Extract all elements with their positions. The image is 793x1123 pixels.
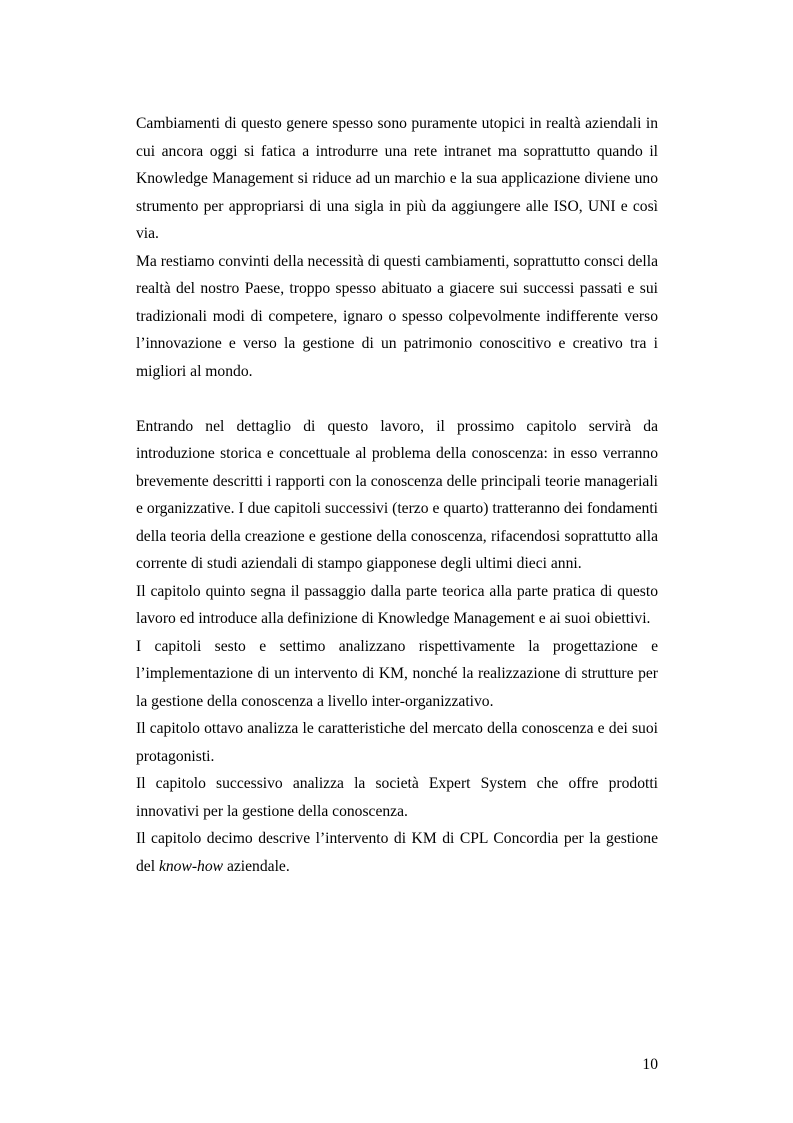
paragraph-2: Ma restiamo convinti della necessità di questi cambiamenti, soprattutto consci della realtà del nostro Paese, troppo spesso abituato a giacere sui successi passati e sui tradizionali modi di competere, ignaro o spesso colpevolmente indifferente verso l’innovazione e verso la gestione di un patrimonio conoscitivo e creativo tra i migliori al mondo. — [136, 252, 658, 380]
paragraph-4: Il capitolo quinto segna il passaggio dalla parte teorica alla parte pratica di questo lavoro ed introduce alla definizione di Knowledge Management e ai suoi obiettivi. — [136, 582, 658, 627]
know-how-emphasis: know-how — [158, 857, 224, 875]
paragraph-8-text-start: Il capitolo decimo descrive l’intervento di KM di CPL Concordia per la gestione del — [136, 830, 658, 875]
paragraph-8 — [136, 825, 658, 880]
page-number: 10 — [642, 1056, 658, 1073]
paragraph-7: Il capitolo successivo analizza la società Expert System che offre prodotti innovativi per la gestione della conoscenza. — [136, 775, 658, 820]
paragraph-1: Cambiamenti di questo genere spesso sono puramente utopici in realtà aziendali in cui ancora oggi si fatica a introdurre una rete intranet ma soprattutto quando il Knowledge Management si riduce ad un marchio e la sua applicazione diviene uno strumento per appropriarsi di una sigla in più da aggiungere alle ISO, UNI e così via. — [136, 115, 658, 242]
paragraph-6: Il capitolo ottavo analizza le caratteristiche del mercato della conoscenza e dei suoi protagonisti. — [136, 720, 658, 765]
body-text — [136, 110, 658, 880]
paragraph-8-text-end: aziendale. — [223, 857, 290, 875]
paragraph-5: I capitoli sesto e settimo analizzano rispettivamente la progettazione e l’implementazione di un intervento di KM, nonché la realizzazione di strutture per la gestione della conoscenza a livello inter-organizzativo. — [136, 637, 658, 710]
paragraph-3: Entrando nel dettaglio di questo lavoro, il prossimo capitolo servirà da introduzione storica e concettuale al problema della conoscenza: in esso verranno brevemente descritti i rapporti con la conoscenza delle principali teorie manageriali e organizzative. I due capitoli successivi (terzo e quarto) tratteranno dei fondamenti della teoria della creazione e gestione della conoscenza, rifacendosi soprattutto alla corrente di studi aziendali di stampo giapponese degli ultimi dieci anni. — [136, 417, 658, 572]
